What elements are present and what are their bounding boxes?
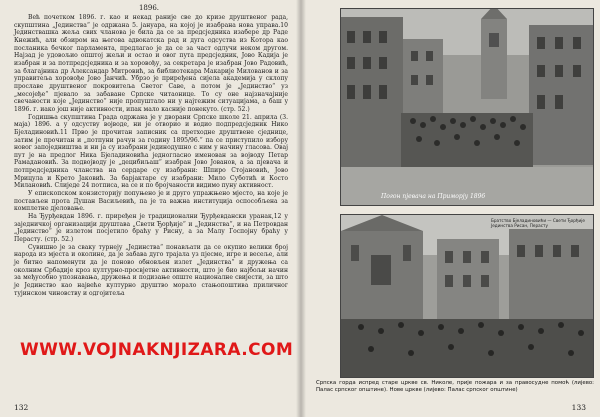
page-number-right: 133 — [571, 403, 586, 412]
right-page — [302, 0, 600, 417]
figure-caption: Српска горда испред старе цркве св. Николе, прије пожара и за правосудне помоћ (лијево: Палас српског општине). Нове цркве (лијево: Палас српског општине) — [316, 380, 594, 393]
church-square-image — [341, 215, 593, 377]
paragraph: Годишња скупштина Града одржана је у дворани Српске школе 21. априла (3. маја) 1896. а у одсуству војводе, ни је отворио и водио подпредсједник Нико Бјеладиновић.11 Прво је прочитан записник са претходне друштвене сједнице, затим је прочитан и „потпуни рачун за годину 1895/96.“ па се приступило избору новог запоједништва и ни ја су изабрани јединодушно с ним у начину гласова. Овај пут је на предлог Ника Бјеладиновића једногласно именован за војводу Петар Рамадановић. За подвојводу је „децибиљаш“ изабран Јово Јованов, а за пјевача и потпредсједника чланства на сердаре су изабрани: Шпиро Стојановић, Јово Мрицула и Крето Јаковић. За барјактаре су изабрани: Мило Суботић и Косто Милановић. Слиједе 24 потписа, на се и по бројчаности видимо пуну активност. — [14, 113, 288, 190]
left-page-body — [14, 14, 288, 297]
paragraph: Сувишно је за сваку турнеју „Јединства“ понављати да се окупио велики број народа из мјеста и околине, да је забава дуго трајала уз пјесме, игре и весеље, али је битно напоменути да је поново обновљен излет „Јединства“ и дружења са околним Србадије кроз културно-просвјетне активности, што је био најбољи начин за међусобно упознавања, дружења и подизање опште националне свијести, за што је Јединство као највеће културно друштво морало стањопоштива приличног тујинском чиновству и одгојитеља — [14, 243, 288, 297]
photo-church-square — [340, 214, 594, 378]
page-number-left: 132 — [14, 403, 29, 412]
website-watermark: WWW.VOJNAKNJIZARA.COM — [20, 340, 294, 360]
paragraph: У епископском конзисторију попуњено је и друго упражњено мјесто, на које је постављен прота Душан Васиљевић, па је та важна институција оспособљена за комплетне дјеловање. — [14, 190, 288, 213]
street-scene-image — [341, 9, 593, 205]
left-page — [0, 0, 298, 417]
paragraph: Већ почетком 1896. г. као и некад раније све до кризе друштвеног рада, скупштина „Јединства“ је одржана 5. јануара, на којој је изабрана нова управа.10 Јединствашка жеља свих чланова је била да се за предсједника изабере др Раде Кнежић, али обзиром на његова адвокатска рад и дуга одсуства из Котора као посланика бечког парламента, предлагао је да се за част одлучи неком другом. Најзад је удовољио општој жељи и остао и овог пута предсједник, Јово Кадија је изабран и за потпредсједника и за хоровођу, за секретара је изабран Јово Радовић, за благајника др Александар Митровић, за библиотекара Макарије Милованов и за управитеља хоровође Јово Јанчић. Убрзо је приређена сијела академија у склопу прославе друштвеног покровитеља Светог Саве, а потом је „Јединство“ уз „месојеђе“ пјевало за забаване Српске читаонице. То су оне најзначајније свечаности које „Јединство“ није пропуштало ни у најтежим ситуацијама, а баш у 1896. г. иако још није активности, ипак мало касније понекуто. (стр. 52.) — [14, 14, 288, 113]
photo-street-procession — [340, 8, 594, 206]
running-head: 1896. — [138, 4, 160, 12]
photo-handwritten-caption: Погон пјевача на Приморју 1896 — [381, 193, 486, 200]
paragraph: На Ђурђевдан 1896. г. приређен је традиционални Ђурђевдански уранак,12 у заједничкој организацији друштава „Свети Ђорђије“ и „Јединства“, и на Петровдан „Јединство“ је излетом посјетило браћу у Рисну, а за Малу Госпојну браћу у Перасту. (стр. 52.) — [14, 213, 288, 244]
photo-printed-caption: Братство Бјеладиновићи — Свети Ђорђије Јединства Рисан, Перасту — [491, 218, 585, 228]
